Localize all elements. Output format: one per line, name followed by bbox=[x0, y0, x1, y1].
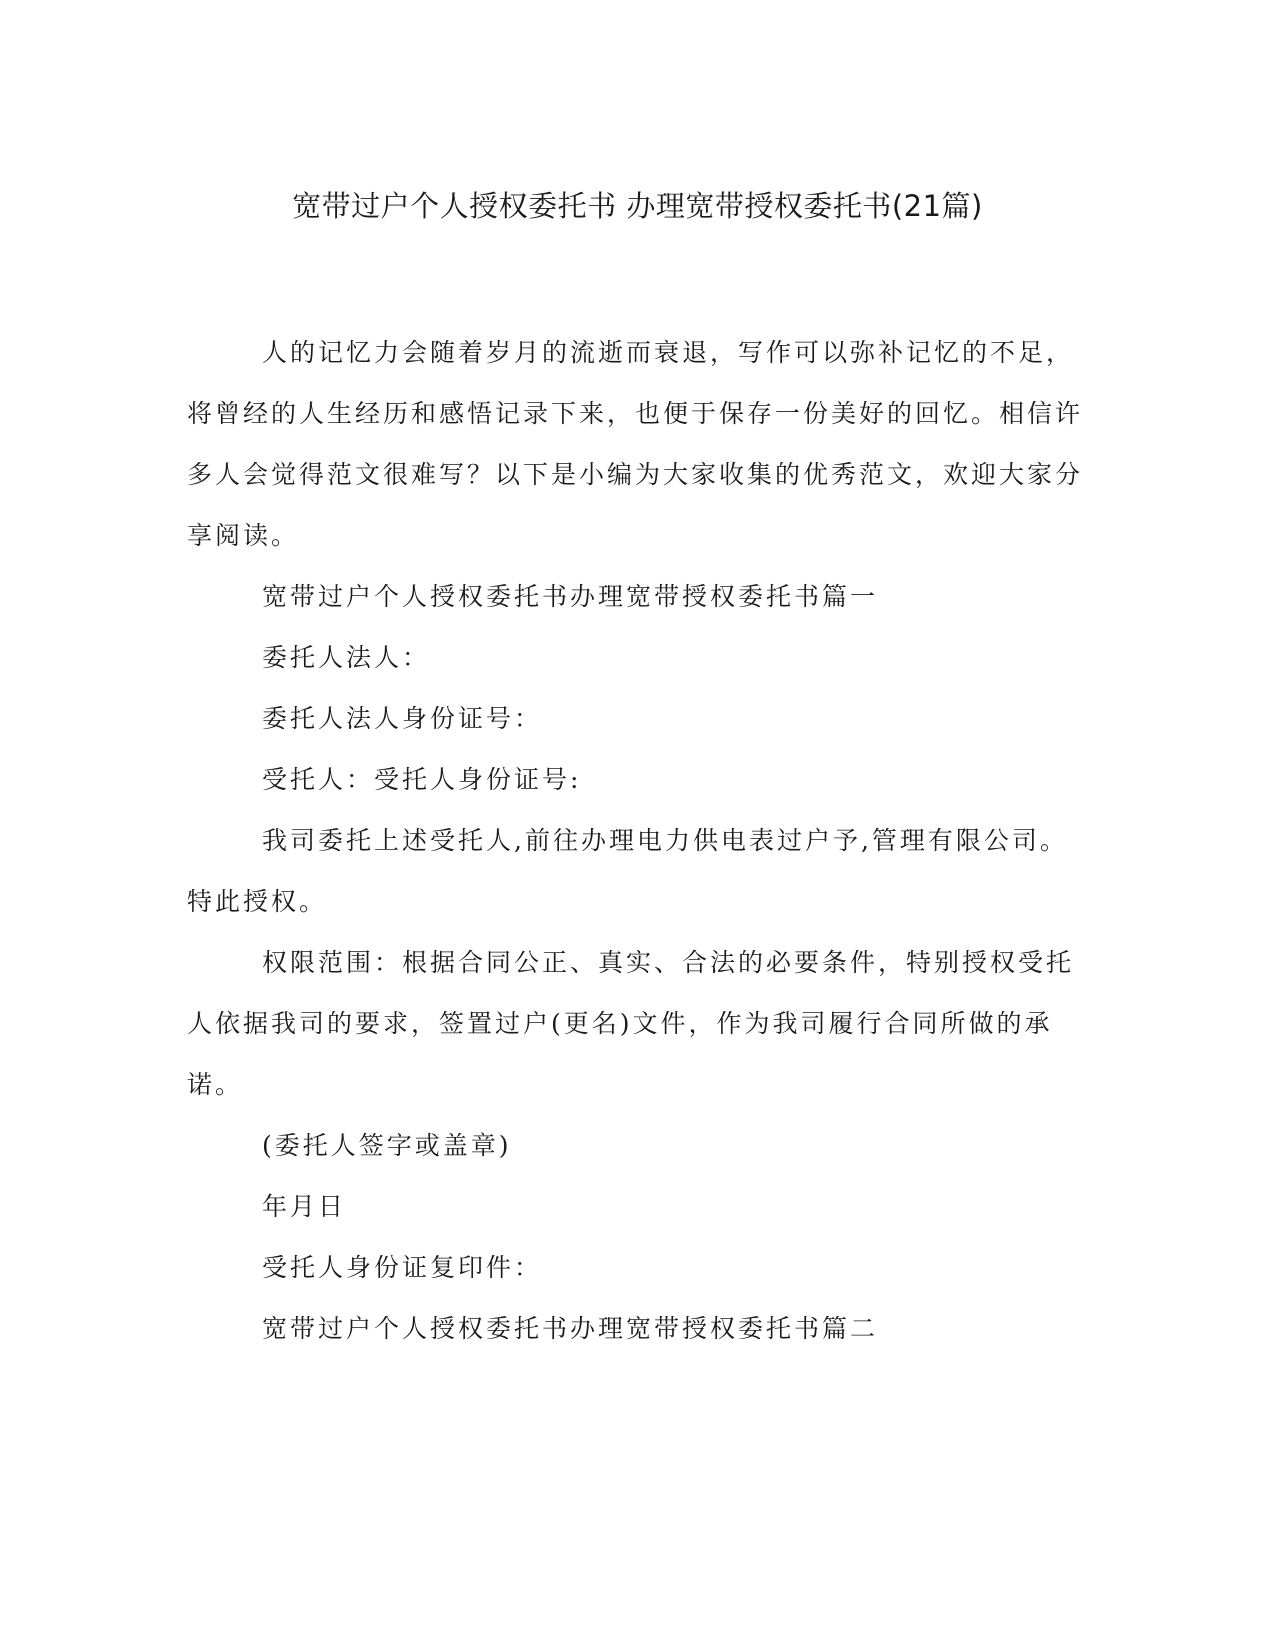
scope-paragraph: 权限范围：根据合同公正、真实、合法的必要条件，特别授权受托人依据我司的要求，签置过户(更名)文件，作为我司履行合同所做的承诺。 bbox=[187, 948, 1075, 1099]
section-heading-part-one: 宽带过户个人授权委托书办理宽带授权委托书篇一 bbox=[262, 582, 879, 611]
agent-line: 受托人：受托人身份证号: bbox=[262, 765, 582, 794]
document-body bbox=[187, 322, 1087, 1359]
date-line: 年月日 bbox=[262, 1192, 347, 1221]
principal-id-number-line: 委托人法人身份证号： bbox=[262, 704, 543, 733]
authorization-paragraph: 我司委托上述受托人,前往办理电力供电表过户予,管理有限公司。特此授权。 bbox=[187, 826, 1068, 916]
section-heading-part-two: 宽带过户个人授权委托书办理宽带授权委托书篇二 bbox=[262, 1314, 879, 1343]
document-title: 宽带过户个人授权委托书 办理宽带授权委托书(21篇) bbox=[292, 189, 983, 223]
principal-legal-person-line: 委托人法人： bbox=[262, 643, 431, 672]
signature-line: (委托人签字或盖章) bbox=[262, 1131, 512, 1160]
agent-id-copy-line: 受托人身份证复印件： bbox=[262, 1253, 543, 1282]
intro-paragraph: 人的记忆力会随着岁月的流逝而衰退，写作可以弥补记忆的不足，将曾经的人生经历和感悟记录下来，也便于保存一份美好的回忆。相信许多人会觉得范文很难写？以下是小编为大家收集的优秀范文，欢迎大家分享阅读。 bbox=[187, 338, 1084, 550]
